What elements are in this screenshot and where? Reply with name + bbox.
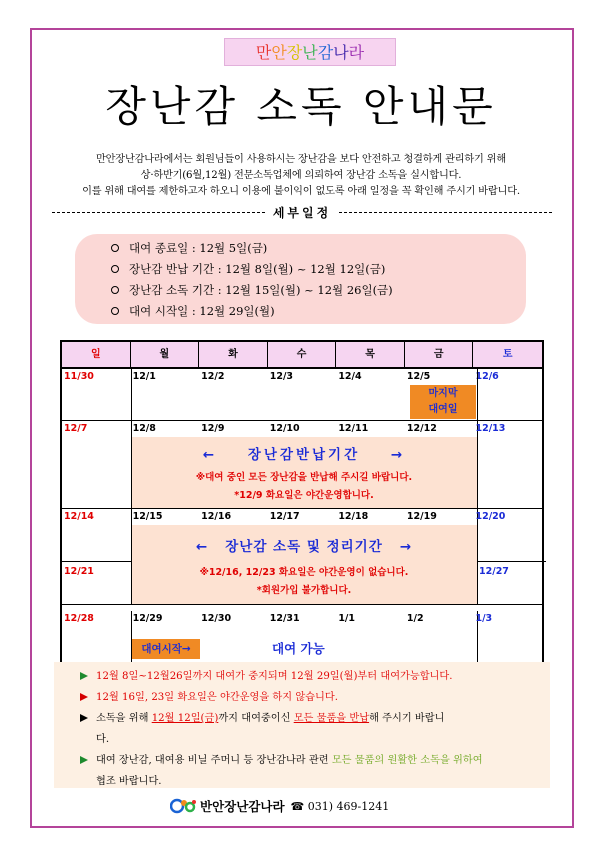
weekday-fri: 금 bbox=[405, 342, 474, 367]
date-cell: 12/10 bbox=[269, 423, 300, 434]
note-emphasis: 모든 물품을 반납 bbox=[293, 713, 370, 724]
date-cell: 12/6 bbox=[475, 371, 499, 382]
dashed-divider bbox=[52, 212, 265, 213]
rental-start-tag: 대여시작→ bbox=[132, 639, 200, 659]
weekday-mon: 월 bbox=[131, 342, 200, 367]
date-cell: 12/9 bbox=[201, 423, 225, 434]
date-cell: 12/30 bbox=[201, 613, 232, 624]
triangle-bullet-icon bbox=[80, 672, 88, 680]
brand-char: 난 bbox=[302, 43, 318, 62]
note-text: 까지 대여중이신 bbox=[218, 713, 294, 724]
week-dates bbox=[62, 611, 542, 627]
brand-char: 감 bbox=[317, 43, 334, 62]
weekday-wed: 수 bbox=[268, 342, 337, 367]
note-emphasis: 모든 물품의 원활한 소독을 위하여 bbox=[331, 755, 483, 766]
return-period-label: ← 장난감반납기간 → bbox=[202, 447, 406, 463]
date-cell: 12/15 bbox=[132, 511, 163, 522]
calendar-week-pair bbox=[62, 509, 542, 605]
last-rental-tag bbox=[410, 385, 476, 419]
calendar-week bbox=[62, 421, 542, 509]
rental-available-label: 대여 가능 bbox=[272, 641, 325, 656]
note-text: 대여 장난감, 대여용 비닐 주머니 등 장난감나라 관련 bbox=[96, 755, 332, 766]
notes-box bbox=[54, 662, 550, 788]
date-cell: 12/16 bbox=[201, 511, 232, 522]
date-cell: 12/5 bbox=[406, 371, 431, 382]
intro-line: 상·하반기(6월,12월) 전문소독업체에 의뢰하여 장난감 소독을 실시합니다. bbox=[140, 170, 462, 181]
date-cell: 1/2 bbox=[406, 613, 424, 624]
date-cell: 12/12 bbox=[406, 423, 437, 434]
schedule-text: 대여 종료일 : 12월 5일(금) bbox=[129, 241, 268, 255]
note-text: 협조 바랍니다. bbox=[96, 776, 162, 787]
footer-name: 반안장난감나라 bbox=[200, 799, 285, 814]
note-text: 다. bbox=[96, 734, 110, 745]
toy-library-logo-icon bbox=[170, 797, 198, 815]
date-cell: 12/3 bbox=[269, 371, 294, 382]
return-note: *12/9 화요일은 야간운영합니다. bbox=[234, 490, 374, 501]
brand-char: 라 bbox=[348, 43, 365, 62]
disinfect-note: *회원가입 불가합니다. bbox=[256, 585, 352, 596]
date-cell: 12/14 bbox=[64, 511, 94, 522]
schedule-box bbox=[75, 234, 526, 324]
week-dates bbox=[62, 421, 542, 437]
note-text: 12월 8일~12월26일까지 대여가 중지되며 12월 29일(월)부터 대여가능합니다. bbox=[96, 671, 453, 682]
last-rental-tag-line: 마지막 bbox=[428, 388, 458, 399]
date-cell: 12/8 bbox=[132, 423, 156, 434]
date-cell: 12/13 bbox=[475, 423, 506, 434]
date-cell: 12/7 bbox=[64, 423, 88, 434]
brand-char: 나 bbox=[333, 43, 349, 62]
date-cell: 12/4 bbox=[338, 371, 362, 382]
brand-char: 만 bbox=[255, 43, 272, 62]
brand-banner bbox=[224, 38, 396, 66]
circle-bullet-icon bbox=[111, 307, 119, 315]
date-cell: 12/2 bbox=[201, 371, 225, 382]
disinfect-note: ※12/16, 12/23 화요일은 야간운영이 없습니다. bbox=[199, 567, 409, 578]
brand-char: 장 bbox=[286, 43, 303, 62]
schedule-text: 장난감 반납 기간 : 12월 8일(월) ~ 12월 12일(금) bbox=[129, 262, 386, 276]
calendar-week bbox=[62, 611, 542, 663]
week-dates bbox=[62, 509, 542, 525]
intro-paragraph bbox=[36, 152, 566, 200]
schedule-item bbox=[111, 259, 526, 280]
date-cell: 12/11 bbox=[338, 423, 369, 434]
dashed-divider bbox=[339, 212, 552, 213]
schedule-item bbox=[111, 301, 526, 322]
circle-bullet-icon bbox=[111, 265, 119, 273]
detail-heading bbox=[52, 204, 552, 221]
date-cell: 12/28 bbox=[64, 613, 94, 624]
weekday-sat: 토 bbox=[502, 349, 513, 360]
date-cell: 12/20 bbox=[475, 511, 506, 522]
triangle-bullet-icon bbox=[80, 693, 88, 701]
date-cell: 11/30 bbox=[64, 371, 94, 382]
note-text: 12월 16일, 23일 화요일은 야간운영을 하지 않습니다. bbox=[96, 692, 338, 703]
intro-line: 만안장난감나라에서는 회원님들이 사용하시는 장난감을 보다 안전하고 청결하게 관리하기 위해 bbox=[96, 154, 506, 165]
week-dates bbox=[62, 369, 542, 385]
schedule-text: 대여 시작일 : 12월 29일(월) bbox=[129, 304, 275, 318]
page-title: 장난감 소독 안내문 bbox=[105, 82, 497, 131]
note-item bbox=[80, 708, 540, 750]
date-cell: 1/3 bbox=[475, 613, 493, 624]
weekday-thu: 목 bbox=[336, 342, 405, 367]
footer bbox=[170, 795, 450, 817]
weekday-tue: 화 bbox=[199, 342, 268, 367]
date-cell: 12/1 bbox=[132, 371, 156, 382]
date-cell: 12/17 bbox=[269, 511, 300, 522]
date-cell: 12/19 bbox=[406, 511, 437, 522]
calendar bbox=[60, 340, 544, 665]
weekday-sun: 일 bbox=[62, 342, 131, 367]
note-item bbox=[80, 687, 540, 708]
schedule-item bbox=[111, 280, 526, 301]
brand-char: 안 bbox=[271, 43, 287, 62]
circle-bullet-icon bbox=[111, 244, 119, 252]
last-rental-tag-line: 대여일 bbox=[428, 404, 458, 415]
disinfect-period-label: ← 장난감 소독 및 정리기간 → bbox=[195, 539, 413, 555]
triangle-bullet-icon bbox=[80, 714, 88, 722]
note-text: 해 주시기 바랍니 bbox=[369, 713, 445, 724]
date-cell: 1/1 bbox=[338, 613, 356, 624]
intro-line: 이를 위해 대여를 제한하고자 하오니 이용에 불이익이 없도록 아래 일정을 꼭 확인해 주시기 바랍니다. bbox=[82, 186, 520, 197]
return-note: ※대여 중인 모든 장난감을 반납해 주시길 바랍니다. bbox=[195, 472, 413, 483]
note-emphasis: 12월 12일(금) bbox=[151, 713, 219, 724]
date-cell: 12/18 bbox=[338, 511, 369, 522]
date-cell: 12/21 bbox=[64, 566, 94, 577]
schedule-item bbox=[111, 238, 526, 259]
footer-phone: ☎ 031) 469-1241 bbox=[290, 799, 390, 813]
note-text: 소독을 위해 bbox=[96, 713, 152, 724]
circle-bullet-icon bbox=[111, 286, 119, 294]
note-item bbox=[80, 750, 540, 792]
date-cell: 12/27 bbox=[479, 566, 509, 577]
calendar-week bbox=[62, 369, 542, 421]
calendar-header bbox=[62, 342, 542, 369]
schedule-text: 장난감 소독 기간 : 12월 15일(월) ~ 12월 26일(금) bbox=[129, 283, 393, 297]
date-cell: 12/29 bbox=[132, 613, 163, 624]
date-cell: 12/31 bbox=[269, 613, 300, 624]
triangle-bullet-icon bbox=[80, 756, 88, 764]
note-item bbox=[80, 666, 540, 687]
detail-heading-label: 세부일정 bbox=[272, 206, 332, 220]
